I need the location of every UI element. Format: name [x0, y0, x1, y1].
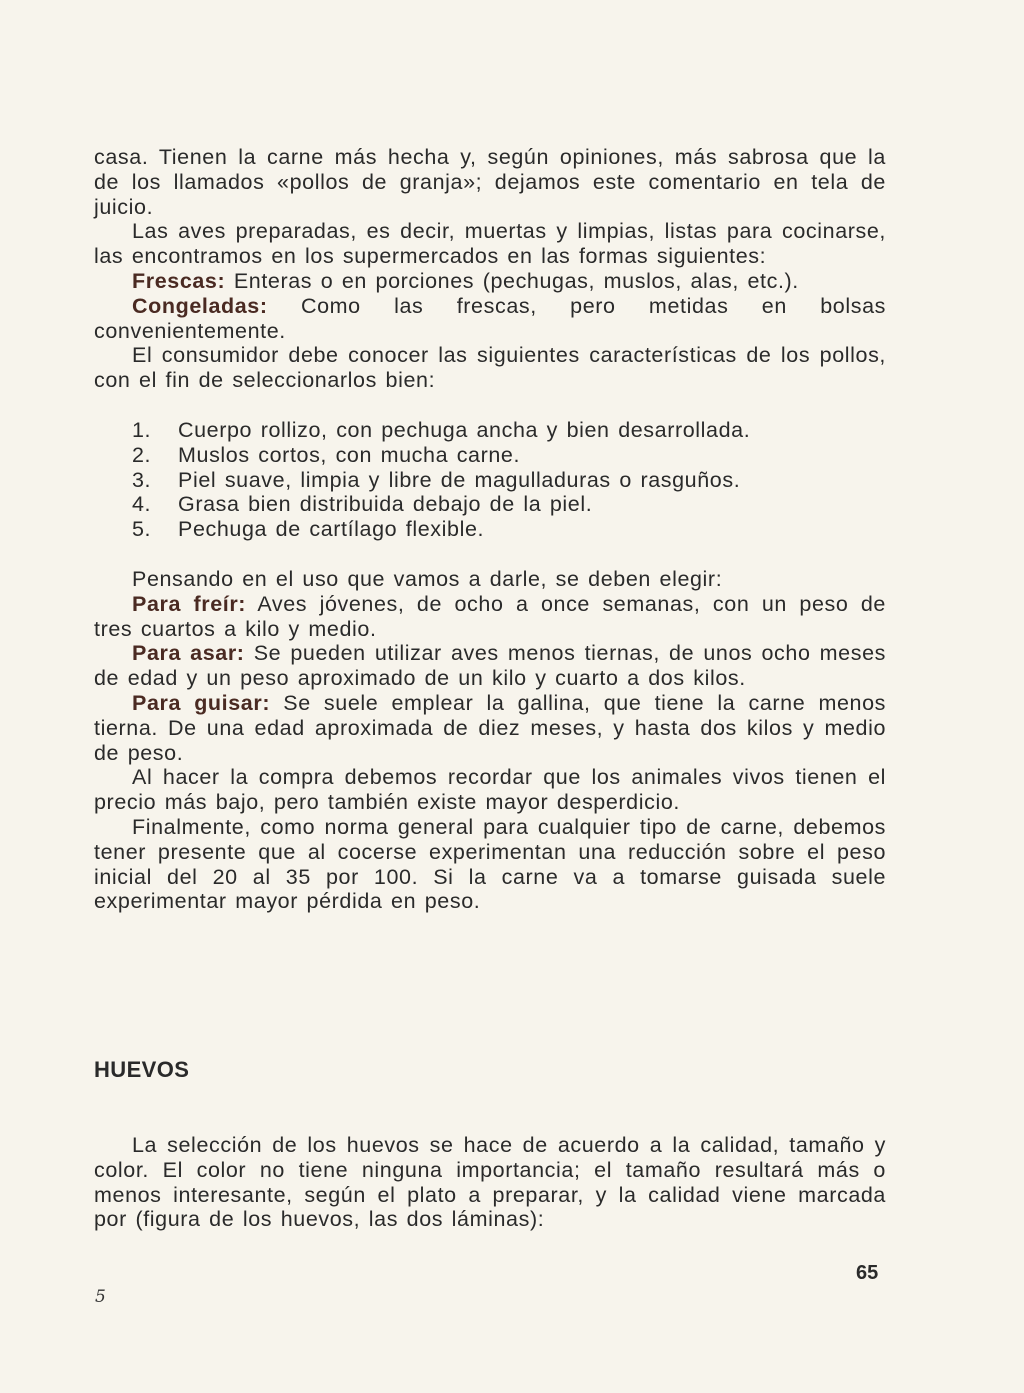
characteristics-list — [94, 418, 886, 542]
list-item — [132, 517, 886, 542]
spacer — [94, 542, 886, 567]
list-item — [132, 443, 886, 468]
paragraph — [94, 567, 886, 592]
term-label: Para asar: — [132, 641, 245, 666]
page-number: 65 — [856, 1262, 879, 1284]
paragraph-text: Finalmente, como norma general para cualquier tipo de carne, debemos tener presente que al cocerse experimentan una reducción sobre el peso inicial del 20 al 35 por 100. Si la carne va a tomarse guisada suele experimentar mayor pérdida en peso. — [94, 814, 886, 914]
list-text: Grasa bien distribuida debajo de la piel. — [178, 492, 593, 517]
paragraph — [94, 765, 886, 815]
paragraph — [94, 691, 886, 765]
paragraph-text: Al hacer la compra debemos recordar que los animales vivos tienen el precio más bajo, pero también existe mayor desperdicio. — [94, 765, 886, 815]
paragraph-text: Las aves preparadas, es decir, muertas y limpias, listas para cocinarse, las encontramos en los supermercados en las formas siguientes: — [94, 219, 886, 269]
page-body — [94, 145, 886, 914]
signature-mark: 5 — [95, 1287, 106, 1307]
paragraph — [94, 815, 886, 914]
paragraph — [94, 641, 886, 691]
paragraph — [94, 269, 886, 294]
paragraph — [94, 219, 886, 269]
list-text: Pechuga de cartílago flexible. — [178, 517, 485, 542]
list-text: Piel suave, limpia y libre de magulladuras o rasguños. — [178, 467, 741, 492]
list-item — [132, 468, 886, 493]
list-item — [132, 492, 886, 517]
paragraph — [94, 294, 886, 344]
list-number: 5. — [132, 517, 152, 542]
paragraph — [94, 592, 886, 642]
paragraph-text: Enteras o en porciones (pechugas, muslos, alas, etc.). — [225, 268, 799, 293]
paragraph — [94, 1133, 886, 1232]
paragraph-text: La selección de los huevos se hace de acuerdo a la calidad, tamaño y color. El color no tiene ninguna importancia; el tamaño resultará más o menos interesante, según el plato a preparar, y la calidad viene marcada por (figura de los huevos, las dos láminas): — [94, 1133, 886, 1232]
paragraph-text: El consumidor debe conocer las siguientes características de los pollos, con el fin de seleccionarlos bien: — [94, 343, 886, 393]
list-number: 4. — [132, 492, 152, 517]
paragraph — [94, 145, 886, 219]
list-number: 1. — [132, 417, 152, 442]
paragraph — [94, 343, 886, 393]
list-text: Cuerpo rollizo, con pechuga ancha y bien desarrollada. — [178, 417, 751, 442]
paragraph-text: Pensando en el uso que vamos a darle, se deben elegir: — [132, 566, 723, 591]
paragraph-text: Se pueden utilizar aves menos tiernas, de unos ocho meses de edad y un peso aproximado de un kilo y cuarto a dos kilos. — [94, 641, 886, 691]
paragraph-text: Como las frescas, pero metidas en bolsas convenientemente. — [94, 293, 886, 343]
paragraph-text: Aves jóvenes, de ocho a once semanas, con un peso de tres cuartos a kilo y medio. — [94, 591, 886, 641]
section-heading: HUEVOS — [94, 1057, 190, 1082]
uses-paragraphs — [94, 567, 886, 914]
paragraph-text: Se suele emplear la gallina, que tiene la carne menos tierna. De una edad aproximada de diez meses, y hasta dos kilos y medio de peso. — [94, 690, 886, 765]
spacer — [94, 393, 886, 418]
list-item — [132, 418, 886, 443]
term-label: Para guisar: — [132, 690, 271, 715]
list-number: 2. — [132, 442, 152, 467]
list-text: Muslos cortos, con mucha carne. — [178, 442, 521, 467]
section-body — [94, 1133, 886, 1232]
paragraph-text: casa. Tienen la carne más hecha y, según opiniones, más sabrosa que la de los llamados «pollos de granja»; dejamos este comentario en tela de juicio. — [94, 145, 886, 219]
term-label: Congeladas: — [132, 293, 268, 318]
list-number: 3. — [132, 467, 152, 492]
term-label: Frescas: — [132, 268, 226, 293]
intro-paragraphs — [94, 145, 886, 393]
term-label: Para freír: — [132, 591, 247, 616]
